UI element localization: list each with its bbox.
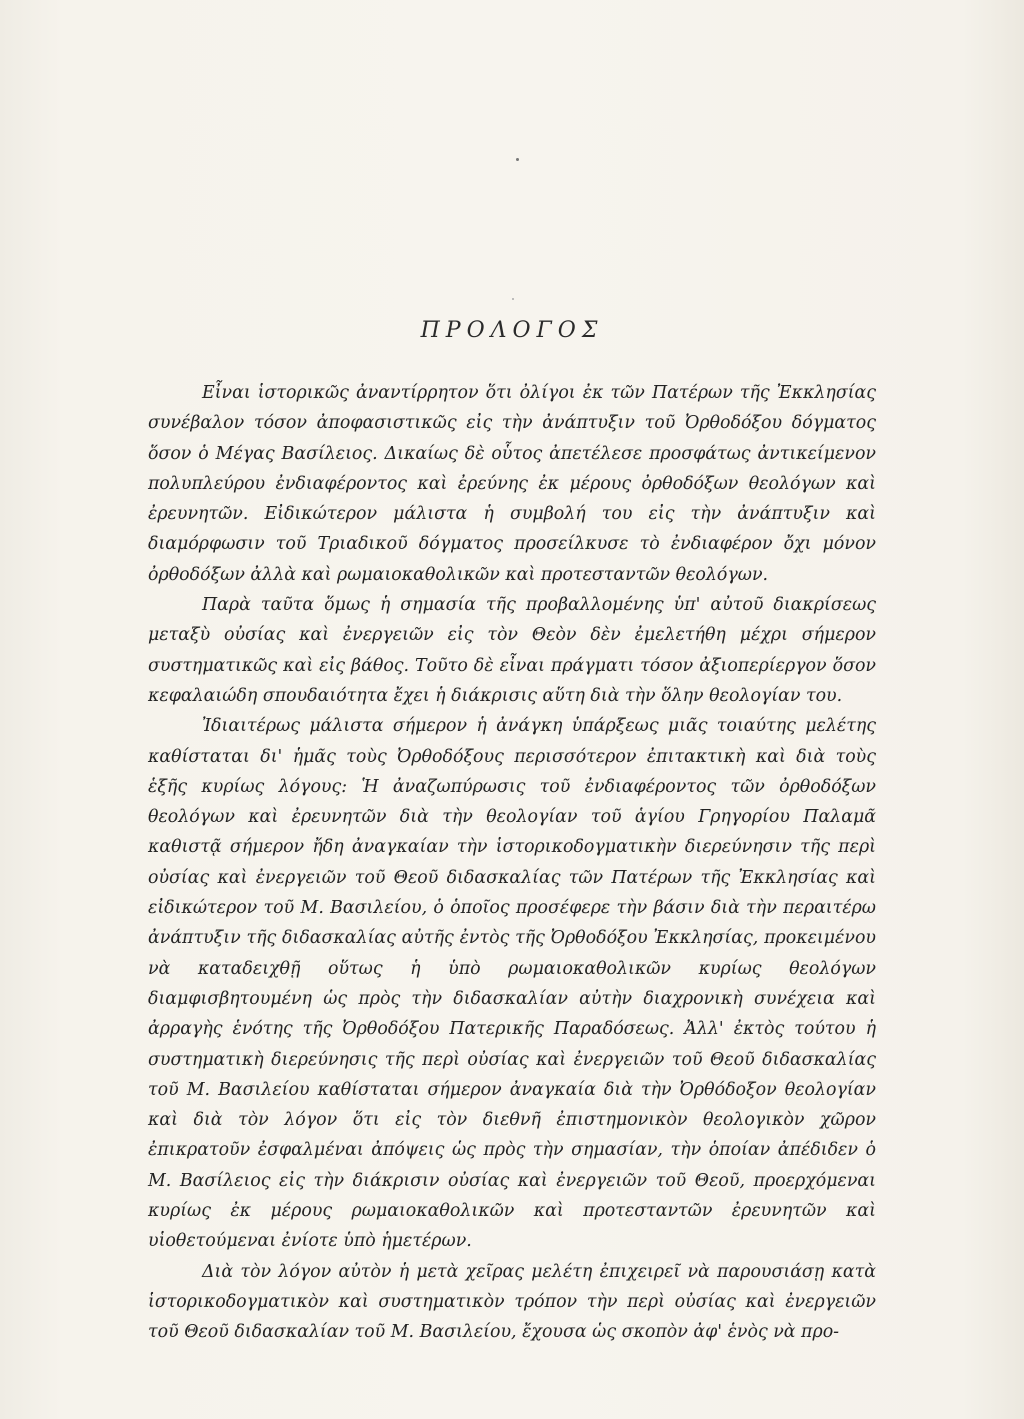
paragraph: Διὰ τὸν λόγον αὐτὸν ἡ μετὰ χεῖρας μελέτη ἐπιχειρεῖ νὰ παρουσιάσῃ κατὰ ἱστορικοδογματικὸν καὶ συστηματικὸν τρόπον τὴν περὶ οὐσίας καὶ ἐνεργειῶν τοῦ Θεοῦ διδασκαλίαν τοῦ Μ. Βασιλείου, ἔχουσα ὡς σκοπὸν ἀφ' ἑνὸς νὰ προ- bbox=[148, 1261, 876, 1343]
paper-speck bbox=[516, 158, 519, 161]
paragraph: Εἶναι ἱστορικῶς ἀναντίρρητον ὅτι ὀλίγοι ἐκ τῶν Πατέρων τῆς Ἐκκλησίας συνέβαλον τόσον ἀποφασιστικῶς εἰς τὴν ἀνάπτυξιν τοῦ Ὀρθοδόξου δόγματος ὅσον ὁ Μέγας Βασίλειος. Δικαίως δὲ οὗτος ἀπετέλεσε προσφάτως ἀντικείμενον πολυπλεύρου ἐνδιαφέροντος καὶ ἐρεύνης ἐκ μέρους ὀρθοδόξων θεολόγων καὶ ἐρευνητῶν. Εἰδικώτερον μάλιστα ἡ συμβολή του εἰς τὴν ἀνάπτυξιν καὶ διαμόρφωσιν τοῦ Τριαδικοῦ δόγματος προσείλκυσε τὸ ἐνδιαφέρον ὄχι μόνον ὀρθοδόξων ἀλλὰ καὶ ρωμαιοκαθολικῶν καὶ προτεσταντῶν θεολόγων. bbox=[148, 383, 876, 585]
paragraph: Παρὰ ταῦτα ὅμως ἡ σημασία τῆς προβαλλομένης ὑπ' αὐτοῦ διακρίσεως μεταξὺ οὐσίας καὶ ἐνεργειῶν εἰς τὸν Θεὸν δὲν ἐμελετήθη μέχρι σήμερον συστηματικῶς καὶ εἰς βάθος. Τοῦτο δὲ εἶναι πράγματι τόσον ἀξιοπερίεργον ὅσον κεφαλαιώδη σπουδαιότητα ἔχει ἡ διάκρισις αὕτη διὰ τὴν ὅλην θεολογίαν του. bbox=[148, 595, 876, 706]
paragraph: Ἰδιαιτέρως μάλιστα σήμερον ἡ ἀνάγκη ὑπάρξεως μιᾶς τοιαύτης μελέτης καθίσταται δι' ἡμᾶς τοὺς Ὀρθοδόξους περισσότερον ἐπιτακτικὴ καὶ διὰ τοὺς ἑξῆς κυρίως λόγους: Ἡ ἀναζωπύρωσις τοῦ ἐνδιαφέροντος τῶν ὀρθοδόξων θεολόγων καὶ ἐρευνητῶν διὰ τὴν θεολογίαν τοῦ ἁγίου Γρηγορίου Παλαμᾶ καθιστᾷ σήμερον ἤδη ἀναγκαίαν τὴν ἱστορικοδογματικὴν διερεύνησιν τῆς περὶ οὐσίας καὶ ἐνεργειῶν τοῦ Θεοῦ διδασκαλίας τῶν Πατέρων τῆς Ἐκκλησίας καὶ εἰδικώτερον τοῦ Μ. Βασιλείου, ὁ ὁποῖος προσέφερε τὴν βάσιν διὰ τὴν περαιτέρω ἀνάπτυξιν τῆς διδασκαλίας αὐτῆς ἐντὸς τῆς Ὀρθοδόξου Ἐκκλησίας, προκειμένου νὰ καταδειχθῇ οὕτως ἡ ὑπὸ ρωμαιοκαθολικῶν κυρίως θεολόγων διαμφισβητουμένη ὡς πρὸς τὴν διδασκαλίαν αὐτὴν διαχρονικὴ συνέχεια καὶ ἀρραγὴς ἑνότης τῆς Ὀρθοδόξου Πατερικῆς Παραδόσεως. Ἀλλ' ἐκτὸς τούτου ἡ συστηματικὴ διερεύνησις τῆς περὶ οὐσίας καὶ ἐνεργειῶν τοῦ Θεοῦ διδασκαλίας τοῦ Μ. Βασιλείου καθίσταται σήμερον ἀναγκαία διὰ τὴν Ὀρθόδοξον θεολογίαν καὶ διὰ τὸν λόγον ὅτι εἰς τὸν διεθνῆ ἐπιστημονικὸν θεολογικὸν χῶρον ἐπικρατοῦν ἐσφαλμέναι ἀπόψεις ὡς πρὸς τὴν σημασίαν, τὴν ὁποίαν ἀπέδιδεν ὁ Μ. Βασίλειος εἰς τὴν διάκρισιν οὐσίας καὶ ἐνεργειῶν τοῦ Θεοῦ, προερχόμεναι κυρίως ἐκ μέρους ρωμαιοκαθολικῶν καὶ προτεσταντῶν ἐρευνητῶν καὶ υἱοθετούμεναι ἐνίοτε ὑπὸ ἡμετέρων. bbox=[148, 716, 876, 1252]
page-title: ΠΡΟΛΟΓΟΣ bbox=[420, 318, 604, 343]
paper-speck bbox=[512, 298, 514, 300]
body-text bbox=[148, 378, 876, 1348]
